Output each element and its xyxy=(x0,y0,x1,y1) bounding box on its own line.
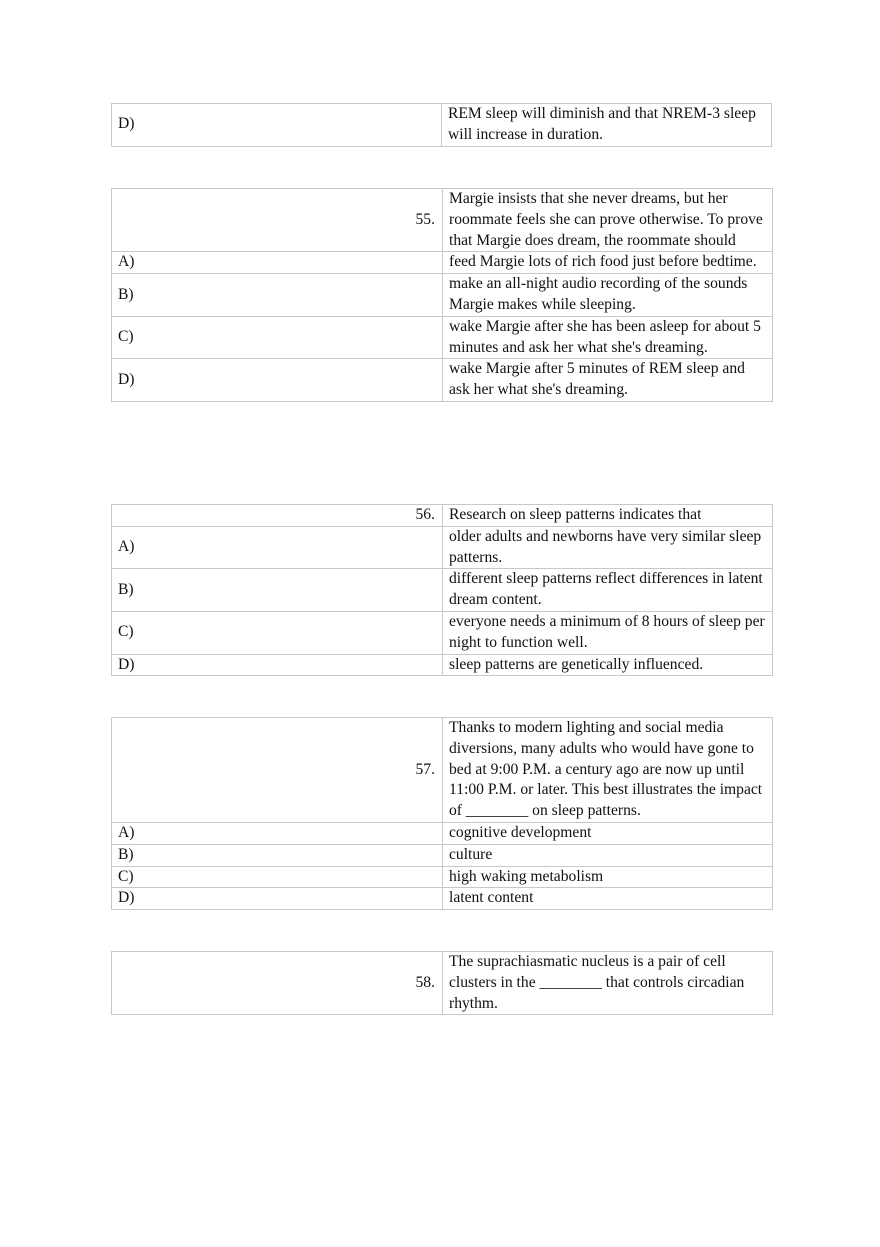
question-57-table xyxy=(111,717,773,910)
option-text: feed Margie lots of rich food just before bedtime. xyxy=(443,252,773,274)
question-stem: The suprachiasmatic nucleus is a pair of cell clusters in the ________ that controls circadian rhythm. xyxy=(443,952,773,1015)
question-stem-row xyxy=(112,189,773,252)
question-54-table xyxy=(111,103,772,147)
question-stem: Thanks to modern lighting and social media diversions, many adults who would have gone to bed at 9:00 P.M. a century ago are now up until 11:00 P.M. or later. This best illustrates the impact of ________ on sleep patterns. xyxy=(443,718,773,823)
option-row-d xyxy=(112,888,773,910)
option-text: high waking metabolism xyxy=(443,866,773,888)
option-letter: D) xyxy=(112,104,442,147)
option-row-c xyxy=(112,866,773,888)
option-row-b xyxy=(112,569,773,612)
option-text: REM sleep will diminish and that NREM-3 sleep will increase in duration. xyxy=(442,104,772,147)
option-text: wake Margie after 5 minutes of REM sleep and ask her what she's dreaming. xyxy=(443,359,773,402)
option-letter: D) xyxy=(112,654,443,676)
question-56-table xyxy=(111,504,773,676)
option-text: cognitive development xyxy=(443,822,773,844)
option-letter: C) xyxy=(112,316,443,359)
option-letter: B) xyxy=(112,569,443,612)
option-row-a xyxy=(112,822,773,844)
option-text: make an all-night audio recording of the sounds Margie makes while sleeping. xyxy=(443,274,773,317)
option-letter: C) xyxy=(112,866,443,888)
question-55-table xyxy=(111,188,773,402)
option-row-a xyxy=(112,526,773,569)
question-stem: Margie insists that she never dreams, but her roommate feels she can prove otherwise. To prove that Margie does dream, the roommate should xyxy=(443,189,773,252)
option-row-d xyxy=(112,104,772,147)
option-letter: D) xyxy=(112,888,443,910)
option-text: sleep patterns are genetically influenced. xyxy=(443,654,773,676)
option-row-d xyxy=(112,654,773,676)
option-text: latent content xyxy=(443,888,773,910)
option-row-d xyxy=(112,359,773,402)
option-letter: B) xyxy=(112,274,443,317)
option-row-c xyxy=(112,316,773,359)
option-letter: C) xyxy=(112,611,443,654)
option-letter: B) xyxy=(112,844,443,866)
option-letter: A) xyxy=(112,526,443,569)
option-letter: D) xyxy=(112,359,443,402)
option-row-b xyxy=(112,844,773,866)
option-row-a xyxy=(112,252,773,274)
question-stem-row xyxy=(112,718,773,823)
option-text: wake Margie after she has been asleep for about 5 minutes and ask her what she's dreaming. xyxy=(443,316,773,359)
option-text: different sleep patterns reflect differences in latent dream content. xyxy=(443,569,773,612)
option-text: older adults and newborns have very similar sleep patterns. xyxy=(443,526,773,569)
question-number: 55. xyxy=(112,189,443,252)
option-text: everyone needs a minimum of 8 hours of sleep per night to function well. xyxy=(443,611,773,654)
question-number: 57. xyxy=(112,718,443,823)
question-stem-row xyxy=(112,505,773,527)
option-row-c xyxy=(112,611,773,654)
option-row-b xyxy=(112,274,773,317)
question-58-table xyxy=(111,951,773,1015)
question-stem-row xyxy=(112,952,773,1015)
question-number: 56. xyxy=(112,505,443,527)
question-stem: Research on sleep patterns indicates that xyxy=(443,505,773,527)
option-text: culture xyxy=(443,844,773,866)
option-letter: A) xyxy=(112,252,443,274)
question-number: 58. xyxy=(112,952,443,1015)
option-letter: A) xyxy=(112,822,443,844)
